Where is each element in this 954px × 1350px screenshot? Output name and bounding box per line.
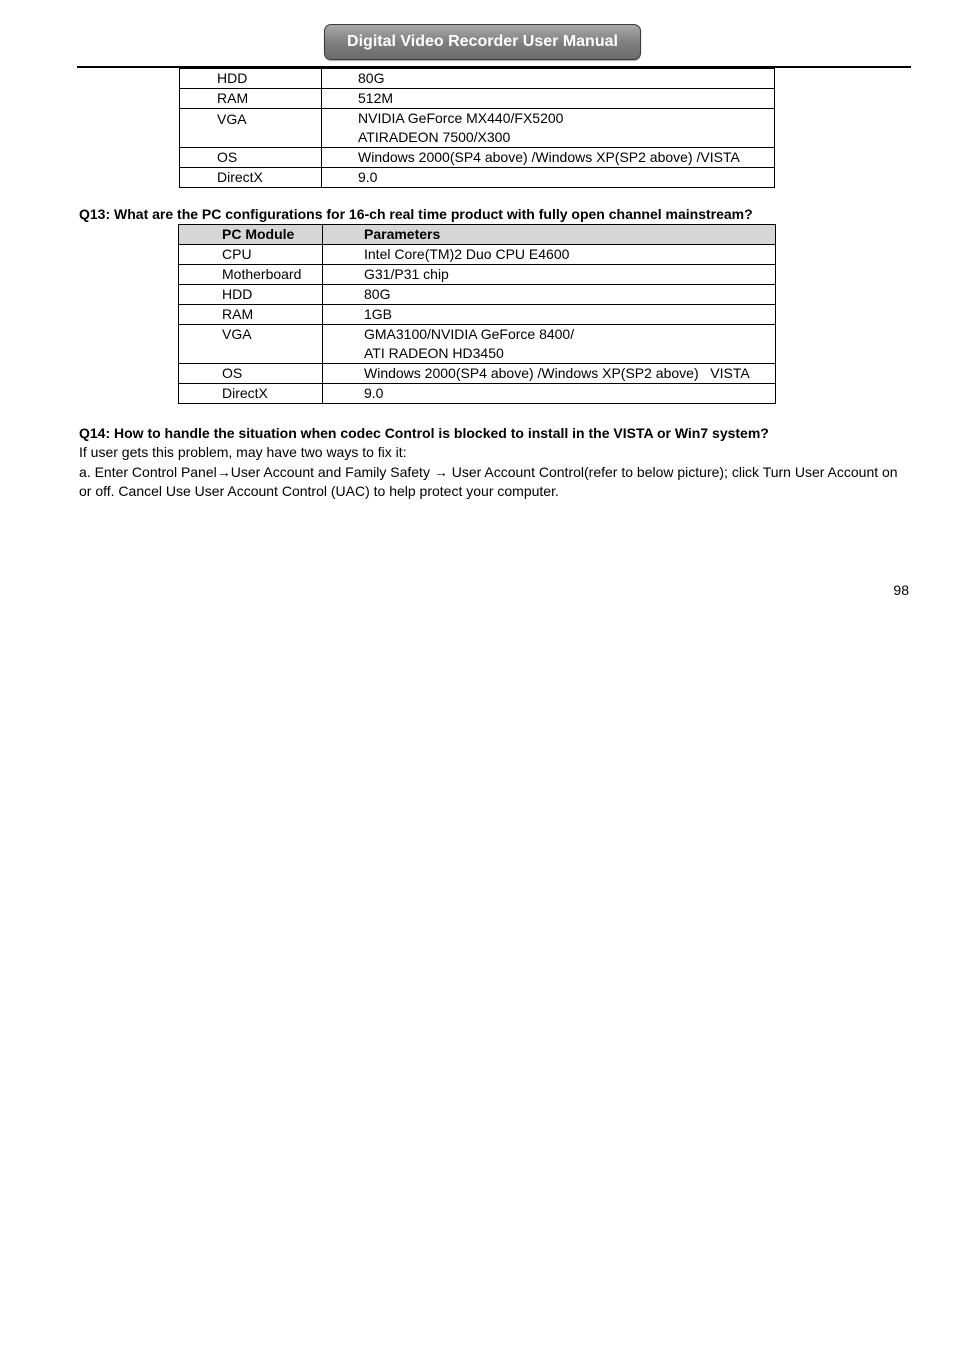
- parameter-cell: 512M: [322, 89, 775, 109]
- parameter-line: ATIRADEON 7500/X300: [358, 129, 511, 145]
- parameter-cell: [323, 325, 776, 364]
- q14-intro: If user gets this problem, may have two ways to fix it:: [79, 444, 407, 460]
- parameter-line: NVIDIA GeForce MX440/FX5200: [358, 110, 564, 126]
- column-header-parameters: Parameters: [323, 225, 776, 245]
- table-row: [179, 265, 776, 285]
- parameter-cell: 80G: [323, 285, 776, 305]
- parameter-cell: 80G: [322, 69, 775, 89]
- table-header-row: [179, 225, 776, 245]
- table-row: [180, 69, 775, 89]
- table-row: [180, 109, 775, 148]
- pc-module-cell: VGA: [180, 109, 322, 148]
- parameter-line: GMA3100/NVIDIA GeForce 8400/: [364, 326, 575, 342]
- parameter-cell: 1GB: [323, 305, 776, 325]
- table-row: [179, 305, 776, 325]
- table-row: [179, 285, 776, 305]
- pc-module-cell: OS: [179, 364, 323, 384]
- q14-question: Q14: How to handle the situation when codec Control is blocked to install in the VISTA or Win7 system?: [79, 425, 769, 441]
- parameter-cell: G31/P31 chip: [323, 265, 776, 285]
- pc-module-cell: RAM: [180, 89, 322, 109]
- pc-module-cell: DirectX: [180, 168, 322, 188]
- column-header-pc-module: PC Module: [179, 225, 323, 245]
- pc-module-cell: OS: [180, 148, 322, 168]
- parameter-cell: [322, 109, 775, 148]
- table-row: [179, 364, 776, 384]
- parameter-cell: Intel Core(TM)2 Duo CPU E4600: [323, 245, 776, 265]
- parameter-cell: Windows 2000(SP4 above) /Windows XP(SP2 above) VISTA: [323, 364, 776, 384]
- table-row: [179, 245, 776, 265]
- table-row: [179, 384, 776, 404]
- table-row: [180, 148, 775, 168]
- parameter-cell: Windows 2000(SP4 above) /Windows XP(SP2 above) /VISTA: [322, 148, 775, 168]
- pc-module-cell: Motherboard: [179, 265, 323, 285]
- page-number: 98: [893, 582, 909, 598]
- pc-module-cell: DirectX: [179, 384, 323, 404]
- pc-module-cell: RAM: [179, 305, 323, 325]
- parameter-line: ATI RADEON HD3450: [364, 345, 504, 361]
- pc-config-table-16ch: [178, 224, 776, 404]
- table-row: [179, 325, 776, 364]
- pc-module-cell: VGA: [179, 325, 323, 364]
- parameter-cell: 9.0: [323, 384, 776, 404]
- pc-module-cell: HDD: [180, 69, 322, 89]
- pc-module-cell: CPU: [179, 245, 323, 265]
- q14-step-a: a. Enter Control Panel→User Account and Family Safety → User Account Control(refer to below picture); click Turn User Account on or off. Cancel Use User Account Control (UAC) to help protect your computer.: [79, 464, 898, 499]
- manual-title-badge: Digital Video Recorder User Manual: [324, 24, 641, 60]
- pc-config-table-continued: [179, 68, 775, 188]
- parameter-cell: 9.0: [322, 168, 775, 188]
- table-row: [180, 168, 775, 188]
- pc-module-cell: HDD: [179, 285, 323, 305]
- q13-question: Q13: What are the PC configurations for 16-ch real time product with fully open channel mainstream?: [79, 206, 753, 222]
- table-row: [180, 89, 775, 109]
